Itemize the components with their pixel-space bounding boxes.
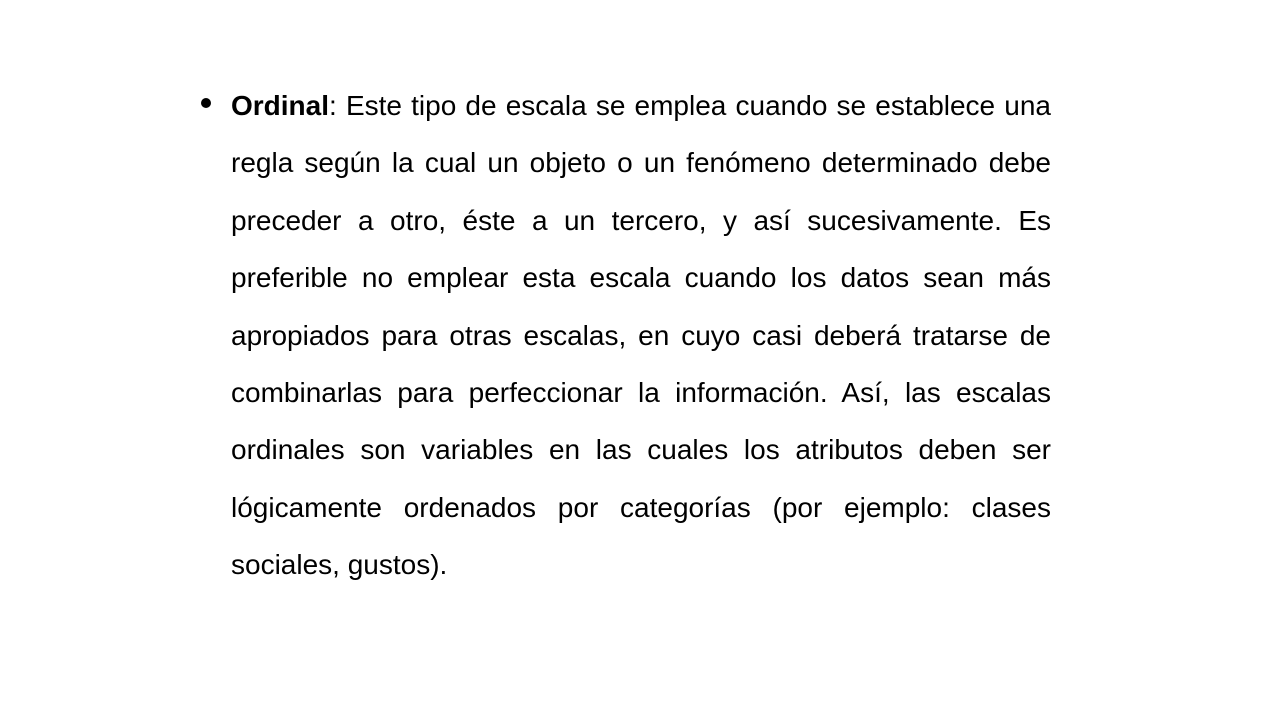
term-ordinal: Ordinal <box>231 90 330 121</box>
term-separator: : <box>329 90 337 121</box>
definition-body: Este tipo de escala se emplea cuando se establece una regla según la cual un objeto o un fenómeno determinado debe preceder a otro, éste a un tercero, y así sucesivamente. Es preferible no emplear esta escala cuando los datos sean más apropiados para otras escalas, en cuyo casi deberá tratarse de combinarlas para perfeccionar la información. Así, las escalas ordinales son variables en las cuales los atributos deben ser lógicamente ordenados por categorías (por ejemplo: clases sociales, gustos). <box>231 90 1051 581</box>
bullet-dot <box>201 98 211 108</box>
definition-paragraph <box>231 77 1051 594</box>
bullet-dot-icon <box>198 95 214 111</box>
